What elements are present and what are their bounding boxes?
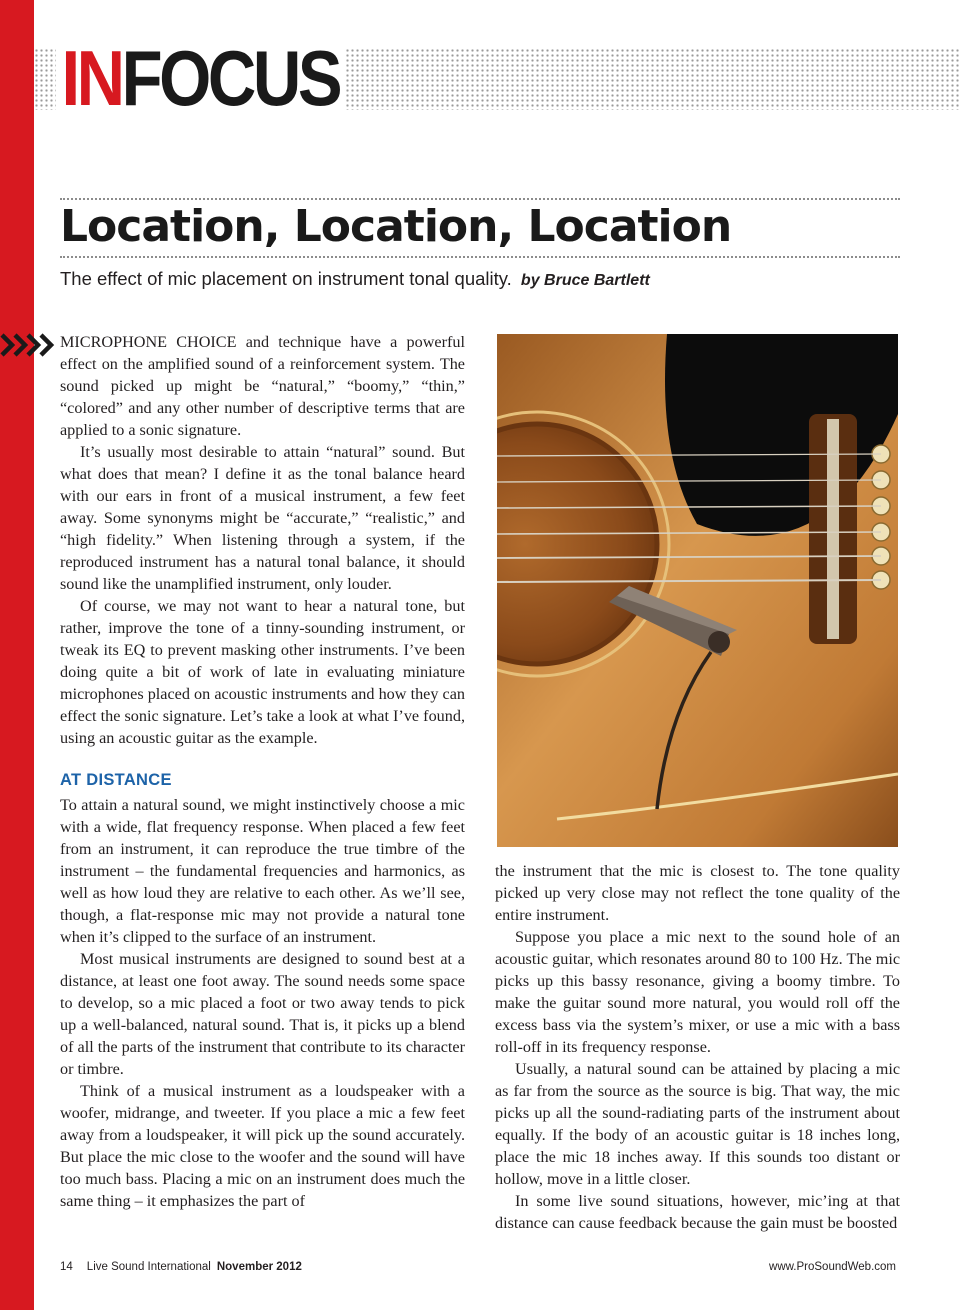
body-paragraph: Think of a musical instrument as a loudspeaker with a woofer, midrange, and tweeter. If you place a mic a few feet away from a loudspeaker, it will pick up the sound accurately. But place the mic close to the woofer and the sound will have too much bass. Placing a mic on an instrument does much the same thing – it emphasizes the part of [60,1082,465,1210]
intro-paragraph: It’s usually most desirable to attain “natural” sound. But what does that mean? I define it as the tonal balance heard with our ears in front of a musical instrument, a few feet away. Some synonyms might be “accurate,” “realistic,” and “high fidelity.” When listening through a system, if the reproduced instrument has a natural tonal balance, it should sound like the unamplified instrument, only louder. [60,443,465,593]
intro-paragraph: Of course, we may not want to hear a natural tone, but rather, improve the tone of a tinny-sounding instrument, or tweak its EQ to prevent masking other instruments. I’ve been doing quite a bit of work of late in evaluating miniature microphones placed on acoustic instruments and how they can effect the sonic signature. Let’s take a look at what I’ve found, using an acoustic guitar as the example. [60,597,465,747]
body-paragraph: the instrument that the mic is closest to. The tone quality picked up very close may not reflect the tone quality of the entire instrument. [495,862,900,924]
deck-text: The effect of mic placement on instrument tonal quality. [60,268,512,289]
dot-pattern-left [34,48,56,110]
mid-dotted-rule [60,256,900,258]
red-side-bar [0,0,34,1310]
subhead-at-distance: AT DISTANCE [60,771,172,789]
body-paragraph: In some live sound situations, however, mic’ing at that distance can cause feedback because the gain must be boosted [495,1192,900,1232]
article-title: Location, Location, Location [60,201,732,252]
body-paragraph: Usually, a natural sound can be attained by placing a mic as far from the source as the source is big. That way, the mic picks up all the sound-radiating parts of the instrument about equally. If the body of an acoustic guitar is 18 inches long, place the mic 18 inches away. If this sounds too distant or hollow, move in a little closer. [495,1060,900,1188]
page-number: 14 [60,1261,73,1273]
publication-name: Live Sound International [86,1261,211,1273]
body-paragraph: Suppose you place a mic next to the sound hole of an acoustic guitar, which resonates around 80 to 100 Hz. The mic picks up this bassy resonance, giving a boomy timbre. To make the guitar sound more natural, you would roll off the excess bass via the system’s mixer, or use a mic with a bass roll-off in its frequency response. [495,928,900,1056]
body-paragraph: Most musical instruments are designed to sound best at a distance, at least one foot away. The sound needs some space to develop, so a mic placed a foot or two away tends to pick up a well-balanced, natural sound. That is, it picks up a blend of all the parts of the instrument that contribute to its character or timbre. [60,950,466,1078]
byline: by Bruce Bartlett [520,272,650,289]
guitar-mic-photo [497,334,898,847]
website-url: www.ProSoundWeb.com [769,1261,896,1273]
intro-paragraph: MICROPHONE CHOICE and technique have a powerful effect on the amplified sound of a reinforcement system. The sound picked up might be “natural,” “boomy,” “thin,” “colored” and any other number of descriptive terms that are applied to a sonic signature. [60,333,465,439]
chevron-arrows-icon [0,330,56,360]
body-paragraph: To attain a natural sound, we might instinctively choose a mic with a wide, flat frequency response. When placed a few feet from an instrument, it can reproduce the true timbre of the instrument – the fundamental frequencies and harmonics, as well as how loud they are relative to each other. As we’ll see, though, a flat-response mic may not provide a natural tone when it’s clipped to the surface of an instrument. [60,796,465,946]
issue-date: November 2012 [216,1261,302,1273]
footer-left [60,1261,302,1273]
right-column [495,860,900,1234]
section-label [58,36,346,120]
article-deck [60,266,920,294]
at-distance-column [60,794,465,1212]
intro-column [60,331,465,749]
dot-pattern-right [345,48,960,110]
section-label-in: IN [61,34,122,122]
section-label-focus: FOCUS [121,34,340,122]
